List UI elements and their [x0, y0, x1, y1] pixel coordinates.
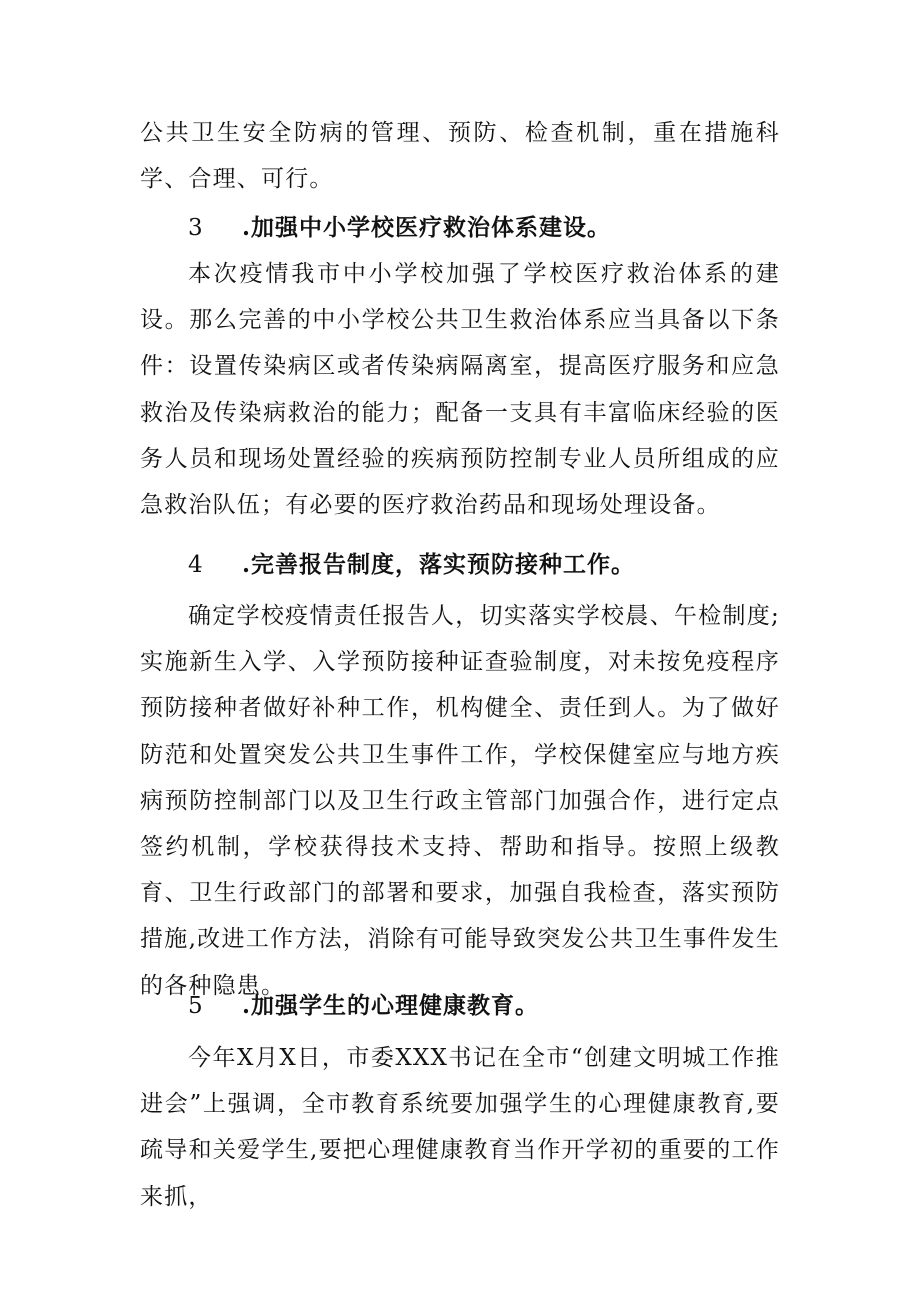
section-heading-3 — [188, 205, 788, 251]
section-number: 4 — [188, 552, 204, 578]
paragraph-intro-continued: 公共卫生安全防病的管理、预防、检查机制，重在措施科学、合理、可行。 — [140, 120, 780, 193]
section-title: .完善报告制度，落实预防接种工作。 — [242, 551, 636, 578]
section-number: 3 — [188, 215, 204, 241]
section-title: .加强学生的心理健康教育。 — [242, 992, 540, 1019]
section-heading-5 — [188, 983, 788, 1029]
section-title: .加强中小学校医疗救治体系建设。 — [242, 214, 612, 241]
paragraph-reporting-vaccination: 确定学校疫情责任报告人，切实落实学校晨、午检制度;实施新生入学、入学预防接种证查验制度，对未按免疫程序预防接种者做好补种工作，机构健全、责任到人。为了做好防范和处置突发公共卫生事件工作，学校保健室应与地方疾病预防控制部门以及卫生行政主管部门加强合作，进行定点签约机制，学校获得技术支持、帮助和指导。按照上级教育、卫生行政部门的部署和要求，加强自我检查，落实预防措施,改进工作方法，消除有可能导致突发公共卫生事件发生的各种隐患。 — [140, 603, 780, 999]
section-heading-4 — [188, 542, 788, 588]
paragraph-mental-health-education: 今年X月X日，市委XXX书记在全市“创建文明城工作推进会”上强调，全市教育系统要加强学生的心理健康教育,要疏导和关爱学生,要把心理健康教育当作开学初的重要的工作来抓， — [140, 1045, 780, 1210]
section-number: 5 — [188, 993, 204, 1019]
paragraph-medical-treatment-system: 本次疫情我市中小学校加强了学校医疗救治体系的建设。那么完善的中小学校公共卫生救治体系应当具备以下条件：设置传染病区或者传染病隔离室，提高医疗服务和应急救治及传染病救治的能力；配备一支具有丰富临床经验的医务人员和现场处置经验的疾病预防控制专业人员所组成的应急救治队伍；有必要的医疗救治药品和现场处理设备。 — [140, 261, 780, 519]
